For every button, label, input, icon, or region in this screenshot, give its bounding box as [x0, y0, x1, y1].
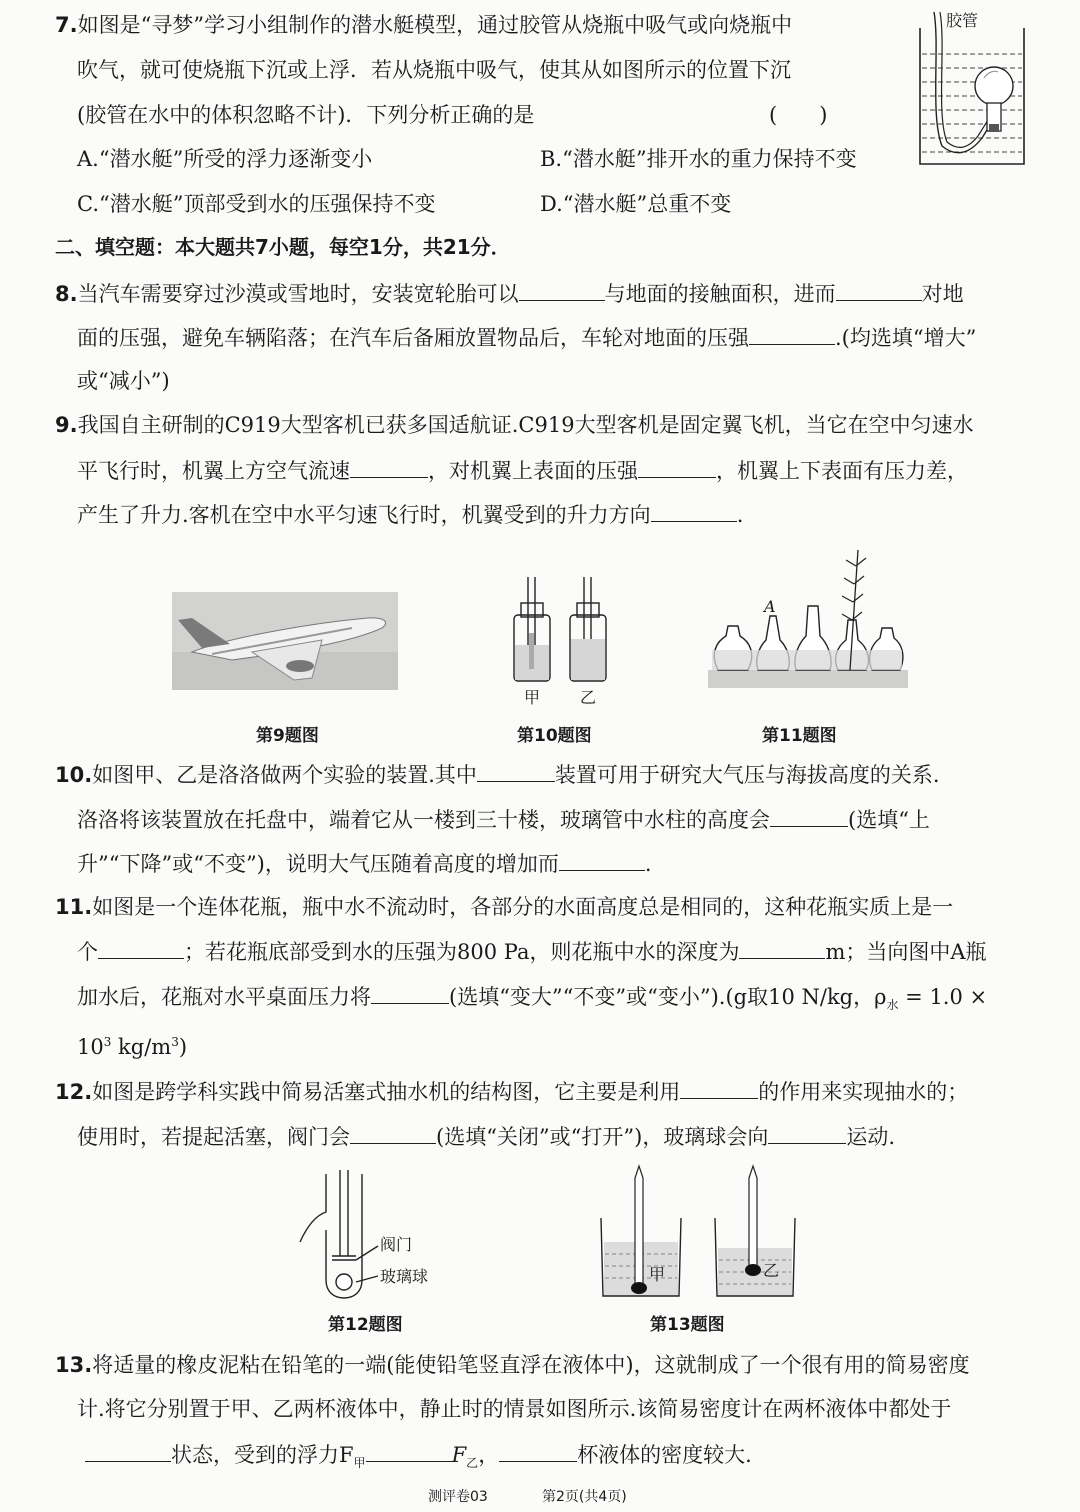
q13-line1: 13.将适量的橡皮泥粘在铅笔的一端(能使铅笔竖直浮在液体中)，这就制成了一个很有用的简易密度	[55, 1353, 970, 1377]
pump-figure	[292, 1170, 452, 1304]
q7-option-c: C.“潜水艇”顶部受到水的压强保持不变	[77, 192, 436, 216]
q10-line1: 10.如图甲、乙是洛洛做两个实验的装置.其中 装置可用于研究大气压与海拔高度的关系.	[55, 759, 940, 790]
label-jia: 甲	[649, 1265, 666, 1284]
answer-blank[interactable]	[559, 848, 645, 871]
answer-blank[interactable]	[749, 322, 835, 345]
answer-blank[interactable]	[477, 759, 555, 782]
glass-ball-label: 玻璃球	[380, 1267, 429, 1286]
q8-line1: 8.当汽车需要穿过沙漠或雪地时，安装宽轮胎可以 与地面的接触面积，进而 对地	[55, 278, 964, 309]
section-heading: 二、填空题：本大题共7小题，每空1分，共21分．	[55, 235, 511, 259]
answer-blank[interactable]	[519, 278, 605, 301]
bottles-figure	[502, 573, 610, 709]
answer-blank[interactable]	[836, 278, 922, 301]
q10-line2: 洛洛将该装置放在托盘中，端着它从一楼到三十楼，玻璃管中水柱的高度会 (选填“上	[77, 804, 930, 835]
answer-blank[interactable]	[85, 1439, 171, 1462]
vase-a-label: A	[764, 597, 776, 616]
tube-label: 胶管	[946, 11, 979, 30]
q12-line2: 使用时，若提起活塞，阀门会 (选填“关闭”或“打开”)，玻璃球会向 运动.	[77, 1121, 895, 1152]
answer-blank[interactable]	[350, 455, 428, 478]
answer-blank[interactable]	[770, 804, 848, 827]
answer-blank[interactable]	[651, 499, 737, 522]
q7-option-d: D.“潜水艇”总重不变	[540, 192, 732, 216]
figure-caption: 第13题图	[650, 1315, 725, 1335]
hydrometer-figure	[597, 1162, 803, 1302]
q7-line3: (胶管在水中的体积忽略不计)．下列分析正确的是 ( )	[77, 100, 534, 130]
q7-line2: 吹气，就可使烧瓶下沉或上浮．若从烧瓶中吸气，使其从如图所示的位置下沉	[77, 58, 791, 82]
vases-figure	[700, 546, 910, 692]
answer-blank[interactable]	[366, 1439, 452, 1462]
figure-caption: 第10题图	[517, 726, 592, 746]
q13-line2: 计.将它分别置于甲、乙两杯液体中，静止时的情景如图所示.该简易密度计在两杯液体中都处于	[77, 1397, 952, 1421]
q9-line1: 9.我国自主研制的C919大型客机已获多国适航证.C919大型客机是固定翼飞机，当它在空中匀速水	[55, 413, 974, 437]
q11-line1: 11.如图是一个连体花瓶，瓶中水不流动时，各部分的水面高度总是相同的，这种花瓶实质上是一	[55, 895, 954, 919]
q11-line4: $10^3$ $kg/m^3$)	[77, 1035, 188, 1059]
q7-line1: 7.如图是“寻梦”学习小组制作的潜水艇模型，通过胶管从烧瓶中吸气或向烧瓶中	[55, 13, 793, 37]
answer-parenthesis: ( )	[769, 103, 828, 127]
figure-caption: 第11题图	[762, 726, 837, 746]
footer-page-number: 第2页(共4页)	[542, 1489, 627, 1505]
label-jia: 甲	[524, 688, 541, 707]
q7-option-b: B.“潜水艇”排开水的重力保持不变	[540, 147, 857, 171]
answer-blank[interactable]	[739, 936, 825, 959]
answer-blank[interactable]	[638, 455, 716, 478]
q11-line2: 个 ；若花瓶底部受到水的压强为800 Pa，则花瓶中水的深度为 m；当向图中A瓶	[77, 936, 987, 967]
q9-line3: 产生了升力.客机在空中水平匀速飞行时，机翼受到的升力方向 .	[77, 499, 743, 530]
q12-line1: 12.如图是跨学科实践中简易活塞式抽水机的结构图，它主要是利用 的作用来实现抽水的；	[55, 1076, 968, 1107]
airplane-photo	[172, 592, 398, 690]
label-yi: 乙	[763, 1261, 780, 1280]
q13-line3: 状态，受到的浮力$F_甲$ $F_乙$， 杯液体的密度较大.	[85, 1439, 752, 1478]
q7-number: 7.	[55, 13, 78, 37]
q10-line3: 升”“下降”或“不变”)，说明大气压随着高度的增加而 .	[77, 848, 652, 879]
q8-line2: 面的压强，避免车辆陷落；在汽车后备厢放置物品后，车轮对地面的压强 .(均选填“增大”	[77, 322, 976, 353]
answer-blank[interactable]	[768, 1121, 846, 1144]
valve-label: 阀门	[380, 1235, 413, 1254]
answer-blank[interactable]	[98, 936, 184, 959]
answer-blank[interactable]	[350, 1121, 436, 1144]
figure-caption: 第12题图	[328, 1315, 403, 1335]
footer-paper-label: 测评卷03	[428, 1489, 488, 1505]
q7-option-a: A.“潜水艇”所受的浮力逐渐变小	[77, 147, 373, 171]
q9-line2: 平飞行时，机翼上方空气流速 ，对机翼上表面的压强 ，机翼上下表面有压力差，	[77, 455, 968, 486]
q8-line3: 或“减小”)	[77, 369, 170, 393]
figure-caption: 第9题图	[256, 726, 319, 746]
submarine-figure	[912, 6, 1032, 168]
q11-line3: 加水后，花瓶对水平桌面压力将 (选填“变大”“不变”或“变小”).(g取10 N/kg，$\rho_水 = 1.0$ ×	[77, 981, 987, 1020]
label-yi: 乙	[580, 688, 597, 707]
answer-blank[interactable]	[499, 1439, 577, 1462]
answer-blank[interactable]	[680, 1076, 758, 1099]
answer-blank[interactable]	[371, 981, 449, 1004]
